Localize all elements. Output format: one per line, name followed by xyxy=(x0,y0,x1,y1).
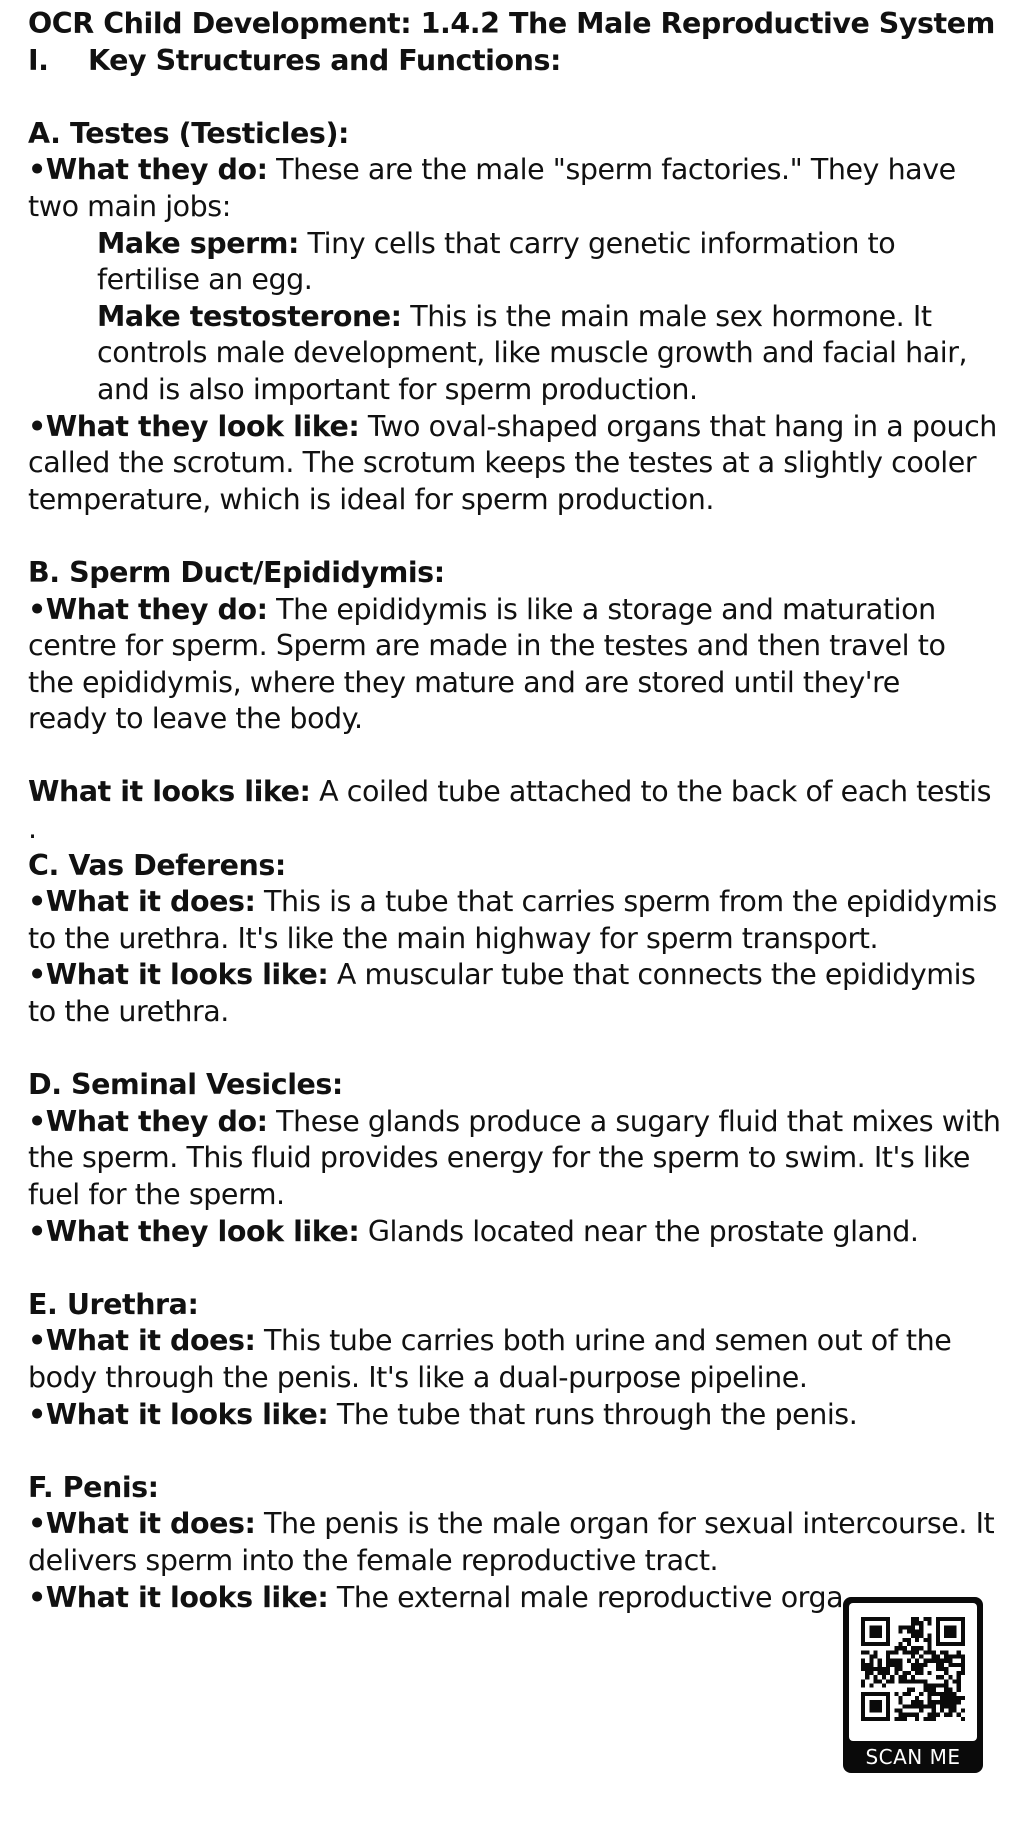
qr-code-frame xyxy=(849,1603,977,1741)
urethra-appearance-label: What it looks like: xyxy=(45,1397,329,1431)
epididymis-function-paragraph xyxy=(28,592,1006,629)
qr-code-card[interactable] xyxy=(843,1597,983,1773)
epididymis-appearance-text: A coiled tube attached to the back of each testis xyxy=(310,775,991,809)
testes-appearance-text-cont: called the scrotum. The scrotum keeps the testes at a slightly cooler xyxy=(28,446,977,480)
document-body xyxy=(28,6,1006,1616)
qr-code-icon xyxy=(861,1617,965,1721)
bullet: • xyxy=(28,1507,46,1541)
epididymis-appearance-text-cont: . xyxy=(28,812,37,846)
testes-function-label: What they do: xyxy=(45,153,268,187)
make-testosterone-item xyxy=(28,299,1006,336)
urethra-function-label: What it does: xyxy=(45,1324,256,1358)
vas-deferens-function-text: This is a tube that carries sperm from the epididymis xyxy=(255,885,997,919)
section-title: Key Structures and Functions: xyxy=(88,43,561,77)
seminal-vesicles-appearance-label: What they look like: xyxy=(45,1214,360,1248)
seminal-vesicles-heading: D. Seminal Vesicles: xyxy=(28,1068,343,1102)
vas-deferens-heading: C. Vas Deferens: xyxy=(28,848,286,882)
urethra-heading: E. Urethra: xyxy=(28,1287,199,1321)
make-sperm-text: Tiny cells that carry genetic information to xyxy=(298,226,896,260)
make-sperm-item xyxy=(28,226,1006,263)
epididymis-heading: B. Sperm Duct/Epididymis: xyxy=(28,555,445,589)
testes-function-text-cont: two main jobs: xyxy=(28,189,231,223)
penis-function-text-cont: delivers sperm into the female reproductive tract. xyxy=(28,1543,719,1577)
bullet: • xyxy=(28,1104,46,1138)
bullet: • xyxy=(28,153,46,187)
vas-deferens-function-label: What it does: xyxy=(45,885,256,919)
seminal-vesicles-function-label: What they do: xyxy=(45,1104,268,1138)
vas-deferens-appearance-text: A muscular tube that connects the epididymis xyxy=(328,958,976,992)
bullet: • xyxy=(28,885,46,919)
bullet: • xyxy=(28,409,46,443)
make-testosterone-text: This is the main male sex hormone. It xyxy=(401,299,932,333)
vas-deferens-function-paragraph xyxy=(28,884,1006,921)
section-number: I. xyxy=(28,43,49,77)
bullet: • xyxy=(28,1214,46,1248)
page-title: OCR Child Development: 1.4.2 The Male Reproductive System xyxy=(28,7,995,40)
seminal-vesicles-appearance-paragraph xyxy=(28,1214,1006,1251)
testes-function-text: These are the male "sperm factories." They have xyxy=(267,153,956,187)
bullet: • xyxy=(28,958,46,992)
epididymis-appearance-paragraph xyxy=(28,774,1006,811)
bullet: • xyxy=(28,1397,46,1431)
epididymis-appearance-label: What it looks like: xyxy=(28,775,311,809)
bullet: • xyxy=(28,1580,46,1614)
penis-appearance-text: The external male reproductive orga xyxy=(328,1580,844,1614)
vas-deferens-appearance-paragraph xyxy=(28,957,1006,994)
epididymis-function-text-cont: ready to leave the body. xyxy=(28,702,363,736)
bullet: • xyxy=(28,1324,46,1358)
seminal-vesicles-function-text-cont: fuel for the sperm. xyxy=(28,1178,285,1211)
testes-appearance-paragraph xyxy=(28,409,1006,446)
make-testosterone-text-cont: and is also important for sperm production. xyxy=(97,372,698,406)
seminal-vesicles-function-paragraph xyxy=(28,1104,1006,1141)
vas-deferens-function-text-cont: to the urethra. It's like the main highway for sperm transport. xyxy=(28,921,879,955)
epididymis-function-text-cont: the epididymis, where they mature and are stored until they're xyxy=(28,665,900,699)
make-testosterone-text-cont: controls male development, like muscle growth and facial hair, xyxy=(97,336,968,370)
vas-deferens-appearance-label: What it looks like: xyxy=(45,958,329,992)
urethra-appearance-paragraph xyxy=(28,1397,1006,1434)
bullet: • xyxy=(28,592,46,626)
make-sperm-label: Make sperm: xyxy=(97,226,299,260)
testes-heading: A. Testes (Testicles): xyxy=(28,116,349,150)
urethra-function-text-cont: body through the penis. It's like a dual-purpose pipeline. xyxy=(28,1360,808,1394)
urethra-function-text: This tube carries both urine and semen out of the xyxy=(255,1324,952,1358)
seminal-vesicles-appearance-text: Glands located near the prostate gland. xyxy=(359,1214,919,1248)
make-testosterone-label: Make testosterone: xyxy=(97,299,402,333)
seminal-vesicles-function-text: These glands produce a sugary fluid that mixes with xyxy=(267,1104,1001,1138)
testes-function-paragraph xyxy=(28,152,1006,189)
make-sperm-text-cont: fertilise an egg. xyxy=(97,263,313,297)
urethra-function-paragraph xyxy=(28,1323,1006,1360)
testes-appearance-text: Two oval-shaped organs that hang in a pouch xyxy=(359,409,997,443)
urethra-appearance-text: The tube that runs through the penis. xyxy=(328,1397,858,1431)
testes-appearance-text-cont: temperature, which is ideal for sperm production. xyxy=(28,482,714,516)
section-heading xyxy=(28,43,1006,80)
vas-deferens-appearance-text-cont: to the urethra. xyxy=(28,995,229,1029)
penis-function-text: The penis is the male organ for sexual intercourse. It xyxy=(255,1507,995,1541)
penis-function-label: What it does: xyxy=(45,1507,256,1541)
epididymis-function-text: The epididymis is like a storage and maturation xyxy=(267,592,936,626)
epididymis-function-text-cont: centre for sperm. Sperm are made in the testes and then travel to xyxy=(28,629,946,663)
seminal-vesicles-function-text-cont: the sperm. This fluid provides energy for the sperm to swim. It's like xyxy=(28,1141,970,1175)
scan-me-label: SCAN ME xyxy=(865,1745,961,1769)
penis-heading: F. Penis: xyxy=(28,1470,159,1504)
epididymis-function-label: What they do: xyxy=(45,592,268,626)
penis-appearance-label: What it looks like: xyxy=(45,1580,329,1614)
testes-appearance-label: What they look like: xyxy=(45,409,360,443)
penis-function-paragraph xyxy=(28,1506,1006,1543)
